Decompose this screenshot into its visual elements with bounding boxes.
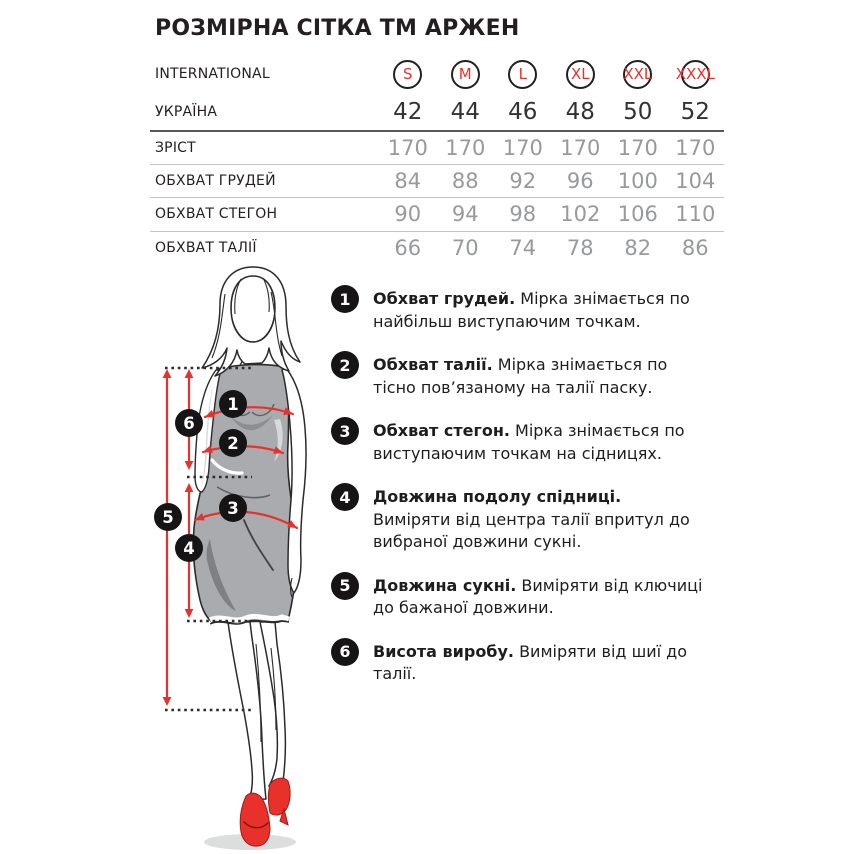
cell-value: 170	[560, 135, 601, 160]
legend-text: Обхват стегон. Мірка знімається по виступаючим точкам на сідницях.	[373, 421, 685, 463]
table-row-hips	[150, 197, 724, 231]
svg-text:2: 2	[227, 434, 239, 453]
cell-value: 102	[560, 202, 601, 227]
measurement-legend	[331, 288, 731, 686]
svg-text:3: 3	[227, 499, 239, 518]
cell-value: 90	[394, 202, 422, 227]
row-label: ОБХВАТ ГРУДЕЙ	[155, 172, 276, 189]
legend-item-4	[331, 486, 731, 554]
cell-value: 170	[502, 135, 543, 160]
number-badge: 4	[331, 483, 359, 511]
cell-value: 106	[617, 202, 658, 227]
number-badge: 1	[331, 285, 359, 313]
cell-value: 82	[624, 235, 652, 260]
cell-value: 88	[451, 168, 479, 193]
number-badge: 6	[331, 638, 359, 666]
legend-item-6	[331, 641, 731, 686]
legend-text: Обхват талії. Мірка знімається по тісно пов’язаному на талії паску.	[373, 355, 668, 397]
cell-value: 94	[451, 202, 479, 227]
svg-text:6: 6	[183, 414, 195, 433]
legend-text: Обхват грудей. Мірка знімається по найбільш виступаючим точкам.	[373, 289, 690, 331]
cell-value: 92	[509, 168, 537, 193]
legend-item-5	[331, 575, 731, 620]
ua-size: 46	[508, 98, 538, 125]
cell-value: 170	[387, 135, 428, 160]
size-badge-m: M	[451, 60, 480, 89]
table-row-international	[150, 55, 724, 93]
hem-highlight	[210, 616, 289, 620]
cell-value: 170	[675, 135, 716, 160]
row-label-ukraine: УКРАЇНА	[155, 103, 218, 120]
cell-value: 104	[675, 168, 716, 193]
legend-item-2	[331, 354, 731, 399]
size-badge-s: S	[393, 60, 422, 89]
page-title: РОЗМІРНА СІТКА ТМ АРЖЕН	[155, 16, 520, 41]
ua-size: 50	[623, 98, 653, 125]
row-label-international: INTERNATIONAL	[155, 66, 270, 82]
cell-value: 66	[394, 235, 422, 260]
cell-value: 86	[681, 235, 709, 260]
legend-item-3	[331, 420, 731, 465]
cell-value: 84	[394, 168, 422, 193]
number-badge: 3	[331, 417, 359, 445]
ua-size: 44	[450, 98, 480, 125]
legend-text: Довжина сукні. Виміряти від ключиці до бажаної довжини.	[373, 575, 703, 617]
cell-value: 70	[451, 235, 479, 260]
cell-value: 96	[566, 168, 594, 193]
measurement-figure	[140, 262, 340, 850]
size-table	[150, 55, 724, 264]
table-row-waist	[150, 231, 724, 265]
legend-text: Висота виробу. Виміряти від шиї до талії.	[373, 641, 687, 683]
size-badge-xxxl: XXXL	[681, 60, 710, 89]
size-badge-xl: XL	[566, 60, 595, 89]
cell-value: 74	[509, 235, 537, 260]
row-label: ОБХВАТ ТАЛІЇ	[155, 239, 257, 256]
cell-value: 98	[509, 202, 537, 227]
size-badge-xxl: XXL	[623, 60, 652, 89]
cell-value: 110	[675, 202, 716, 227]
size-badge-l: L	[508, 60, 537, 89]
table-row-height	[150, 130, 724, 164]
cell-value: 170	[445, 135, 486, 160]
cell-value: 170	[617, 135, 658, 160]
ua-size: 48	[565, 98, 595, 125]
number-badge: 2	[331, 351, 359, 379]
cell-value: 100	[617, 168, 658, 193]
ua-size: 42	[393, 98, 423, 125]
svg-text:1: 1	[227, 395, 239, 414]
svg-text:5: 5	[162, 508, 174, 527]
row-label: ЗРІСТ	[155, 139, 196, 156]
row-label: ОБХВАТ СТЕГОН	[155, 206, 278, 223]
table-row-bust	[150, 164, 724, 198]
table-row-ukraine	[150, 93, 724, 130]
svg-text:4: 4	[183, 539, 195, 558]
legend-item-1	[331, 288, 731, 333]
legend-text: Довжина подолу спідниці. Виміряти від центра талії впритул до вибраної довжини сукні.	[373, 487, 690, 551]
ua-size: 52	[680, 98, 710, 125]
number-badge: 5	[331, 572, 359, 600]
cell-value: 78	[566, 235, 594, 260]
